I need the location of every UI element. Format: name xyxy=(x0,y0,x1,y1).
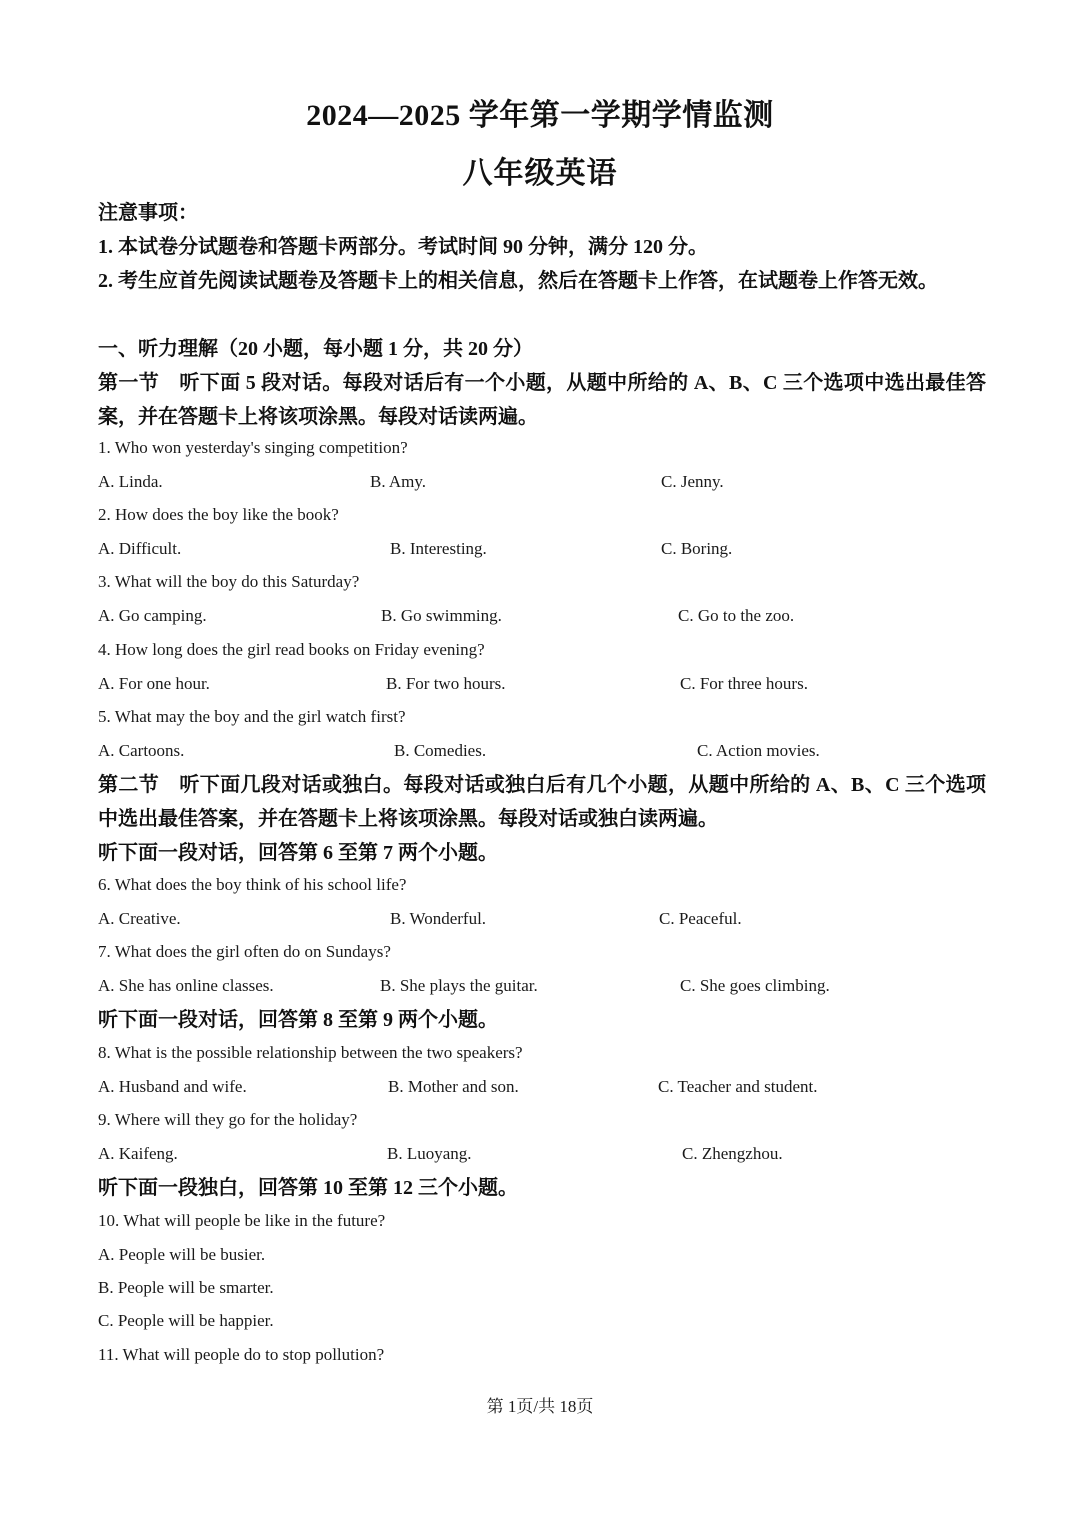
q3-option-b: B. Go swimming. xyxy=(381,606,502,625)
q10-option-b: B. People will be smarter. xyxy=(98,1278,274,1297)
q9-option-b: B. Luoyang. xyxy=(387,1144,472,1163)
q5-option-b: B. Comedies. xyxy=(394,741,487,760)
q8-option-c: C. Teacher and student. xyxy=(658,1077,818,1096)
question-7: 7. What does the girl often do on Sundays? xyxy=(98,942,391,961)
q3-option-c: C. Go to the zoo. xyxy=(678,606,795,625)
q7-option-c: C. She goes climbing. xyxy=(680,976,830,995)
q5-option-c: C. Action movies. xyxy=(697,741,820,760)
part1-heading: 一、听力理解（20 小题，每小题 1 分，共 20 分） xyxy=(98,338,533,360)
q3-option-a: A. Go camping. xyxy=(98,606,207,625)
q10-option-c: C. People will be happier. xyxy=(98,1311,274,1330)
q10-option-a: A. People will be busier. xyxy=(98,1245,266,1264)
section1-instructions: 第一节 听下面 5 段对话。每段对话后有一个小题，从题中所给的 A、B、C 三个选项中选出最佳答案，并在答题卡上将该项涂黑。每段对话读两遍。 xyxy=(98,372,986,428)
q2-option-a: A. Difficult. xyxy=(98,539,182,558)
q9-option-c: C. Zhengzhou. xyxy=(682,1144,783,1163)
notice-heading: 注意事项： xyxy=(98,202,198,224)
q6-option-c: C. Peaceful. xyxy=(659,909,742,928)
q4-option-a: A. For one hour. xyxy=(98,674,210,693)
q2-option-c: C. Boring. xyxy=(661,539,733,558)
q1-option-a: A. Linda. xyxy=(98,472,163,491)
exam-subtitle: 八年级英语 xyxy=(462,157,618,190)
question-4: 4. How long does the girl read books on Friday evening? xyxy=(98,640,485,659)
question-3: 3. What will the boy do this Saturday? xyxy=(98,572,360,591)
question-2: 2. How does the boy like the book? xyxy=(98,505,339,524)
question-9: 9. Where will they go for the holiday? xyxy=(98,1110,358,1129)
q1-option-c: C. Jenny. xyxy=(661,472,724,491)
group-heading-6-7: 听下面一段对话，回答第 6 至第 7 两个小题。 xyxy=(98,842,498,864)
group-heading-8-9: 听下面一段对话，回答第 8 至第 9 两个小题。 xyxy=(98,1009,498,1031)
page-number: 第 1页/共 18页 xyxy=(486,1397,594,1416)
question-10: 10. What will people be like in the future? xyxy=(98,1211,386,1230)
q8-option-a: A. Husband and wife. xyxy=(98,1077,247,1096)
group-heading-10-12: 听下面一段独白，回答第 10 至第 12 三个小题。 xyxy=(98,1177,518,1199)
question-5: 5. What may the boy and the girl watch first? xyxy=(98,707,406,726)
q7-option-b: B. She plays the guitar. xyxy=(380,976,538,995)
section2-instructions: 第二节 听下面几段对话或独白。每段对话或独白后有几个小题，从题中所给的 A、B、C 三个选项中选出最佳答案，并在答题卡上将该项涂黑。每段对话或独白读两遍。 xyxy=(98,774,986,830)
question-11: 11. What will people do to stop pollution? xyxy=(98,1345,385,1364)
exam-title: 2024—2025 学年第一学期学情监测 xyxy=(306,99,774,132)
question-1: 1. Who won yesterday's singing competition? xyxy=(98,438,408,457)
notice-item-2: 2. 考生应首先阅读试题卷及答题卡上的相关信息，然后在答题卡上作答，在试题卷上作答无效。 xyxy=(98,270,938,292)
question-6: 6. What does the boy think of his school life? xyxy=(98,875,407,894)
q2-option-b: B. Interesting. xyxy=(390,539,487,558)
q6-option-a: A. Creative. xyxy=(98,909,181,928)
notice-item-1: 1. 本试卷分试题卷和答题卡两部分。考试时间 90 分钟，满分 120 分。 xyxy=(98,236,708,258)
q4-option-c: C. For three hours. xyxy=(680,674,808,693)
q9-option-a: A. Kaifeng. xyxy=(98,1144,178,1163)
q8-option-b: B. Mother and son. xyxy=(388,1077,519,1096)
q6-option-b: B. Wonderful. xyxy=(390,909,487,928)
q7-option-a: A. She has online classes. xyxy=(98,976,274,995)
q5-option-a: A. Cartoons. xyxy=(98,741,185,760)
q4-option-b: B. For two hours. xyxy=(386,674,506,693)
question-8: 8. What is the possible relationship between the two speakers? xyxy=(98,1043,523,1062)
q1-option-b: B. Amy. xyxy=(370,472,427,491)
